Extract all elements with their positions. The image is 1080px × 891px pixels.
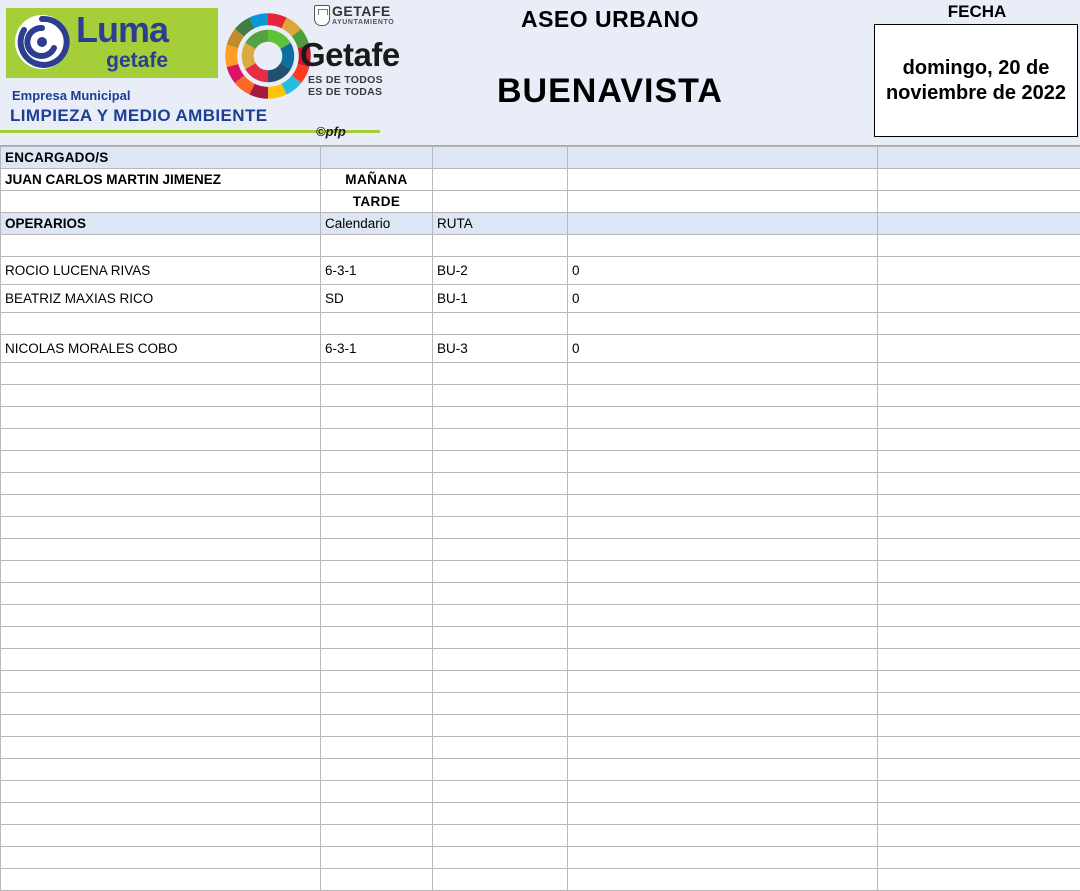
cell-nombre[interactable] [1,781,321,803]
cell-observaciones[interactable] [568,605,878,627]
ruta-header-cell: RUTA [433,213,568,235]
cell-nombre[interactable]: ROCIO LUCENA RIVAS [1,257,321,285]
calendario-header-cell: Calendario [321,213,433,235]
cell-ruta[interactable]: BU-3 [433,335,568,363]
cell-observaciones[interactable] [568,495,878,517]
cell-extra[interactable] [878,693,1080,715]
cell-observaciones[interactable] [568,407,878,429]
cell-observaciones[interactable] [568,363,878,385]
cell-extra[interactable] [878,737,1080,759]
cell-observaciones[interactable]: 0 [568,257,878,285]
cell-extra[interactable] [878,847,1080,869]
table-row [1,363,1080,385]
page-title: BUENAVISTA [390,72,830,111]
encargado-tarde-blank-2 [568,191,878,213]
cell-nombre[interactable] [1,737,321,759]
cell-calendario[interactable]: 6-3-1 [321,335,433,363]
table-row [1,451,1080,473]
cell-ruta[interactable] [433,473,568,495]
encargado-header-blank-1 [321,147,433,169]
cell-nombre[interactable] [1,869,321,891]
getafe-ayuntamiento-logo [222,2,387,127]
cell-ruta[interactable] [433,781,568,803]
limpieza-medio-ambiente-label: LIMPIEZA Y MEDIO AMBIENTE [10,106,267,126]
cell-calendario[interactable] [321,517,433,539]
cell-extra[interactable] [878,583,1080,605]
table-row [1,335,1080,363]
cell-extra[interactable] [878,649,1080,671]
table-row [1,313,1080,335]
cell-calendario[interactable] [321,825,433,847]
operarios-rows [1,235,1080,891]
cell-nombre[interactable] [1,539,321,561]
cell-calendario[interactable] [321,627,433,649]
cell-calendario[interactable] [321,781,433,803]
cell-extra[interactable] [878,285,1080,313]
cell-observaciones[interactable]: 0 [568,285,878,313]
encargado-manana-blank-3 [878,169,1080,191]
cell-calendario[interactable] [321,495,433,517]
es-de-todos-slogan [308,74,383,98]
cell-observaciones[interactable] [568,781,878,803]
cell-observaciones[interactable] [568,671,878,693]
cell-ruta[interactable] [433,693,568,715]
crest-name-label: GETAFE [332,4,391,19]
cell-calendario[interactable] [321,737,433,759]
cell-extra[interactable] [878,451,1080,473]
cell-ruta[interactable] [433,407,568,429]
table-row [1,671,1080,693]
encargado-header-blank-2 [433,147,568,169]
fecha-label: FECHA [874,2,1080,22]
cell-ruta[interactable] [433,649,568,671]
cell-ruta[interactable] [433,363,568,385]
encargado-header-blank-3 [568,147,878,169]
cell-nombre[interactable] [1,605,321,627]
cell-nombre[interactable] [1,385,321,407]
table-row [1,803,1080,825]
table-row [1,257,1080,285]
cell-calendario[interactable] [321,671,433,693]
cell-ruta[interactable] [433,429,568,451]
encargado-header-blank-4 [878,147,1080,169]
cell-calendario[interactable] [321,649,433,671]
cell-calendario[interactable] [321,407,433,429]
coat-of-arms-icon [314,4,394,36]
cell-calendario[interactable]: SD [321,285,433,313]
spiral-logo-icon [12,12,72,72]
table-row [1,715,1080,737]
cell-calendario[interactable] [321,429,433,451]
cell-observaciones[interactable] [568,561,878,583]
cell-ruta[interactable] [433,313,568,335]
encargado-header-cell: ENCARGADO/S [1,147,321,169]
cell-calendario[interactable] [321,473,433,495]
document-subtitle: ASEO URBANO [390,6,830,33]
table-row [1,605,1080,627]
table-row [1,473,1080,495]
cell-extra[interactable] [878,407,1080,429]
cell-observaciones[interactable] [568,235,878,257]
empresa-municipal-label: Empresa Municipal [12,88,130,103]
table-row [1,649,1080,671]
encargado-tarde-blank-3 [878,191,1080,213]
cell-nombre[interactable] [1,825,321,847]
cell-observaciones[interactable] [568,539,878,561]
fecha-value: domingo, 20 de noviembre de 2022 [874,24,1078,137]
cell-nombre[interactable] [1,561,321,583]
cell-ruta[interactable] [433,869,568,891]
luma-wordmark-sub: getafe [76,50,168,71]
cell-calendario[interactable]: 6-3-1 [321,257,433,285]
cell-extra[interactable] [878,473,1080,495]
cell-ruta[interactable]: BU-1 [433,285,568,313]
operarios-header-cell: OPERARIOS [1,213,321,235]
table-row-encargado-tarde [1,191,1080,213]
cell-ruta[interactable] [433,825,568,847]
table-row [1,627,1080,649]
cell-calendario[interactable] [321,451,433,473]
cell-observaciones[interactable] [568,649,878,671]
cell-extra[interactable] [878,715,1080,737]
table-row [1,847,1080,869]
cell-observaciones[interactable]: 0 [568,335,878,363]
cell-extra[interactable] [878,781,1080,803]
cell-nombre[interactable] [1,473,321,495]
cell-nombre[interactable] [1,627,321,649]
cell-nombre[interactable] [1,715,321,737]
cell-calendario[interactable] [321,847,433,869]
table-row [1,583,1080,605]
cell-extra[interactable] [878,429,1080,451]
cell-ruta[interactable] [433,495,568,517]
cell-observaciones[interactable] [568,693,878,715]
cell-observaciones[interactable] [568,451,878,473]
cell-observaciones[interactable] [568,869,878,891]
cell-observaciones[interactable] [568,583,878,605]
cell-ruta[interactable] [433,561,568,583]
cell-ruta[interactable] [433,759,568,781]
cell-nombre[interactable] [1,759,321,781]
cell-ruta[interactable] [433,583,568,605]
table-row [1,737,1080,759]
table-row [1,429,1080,451]
cell-extra[interactable] [878,627,1080,649]
cell-extra[interactable] [878,671,1080,693]
cell-extra[interactable] [878,803,1080,825]
cell-observaciones[interactable] [568,737,878,759]
table-row [1,539,1080,561]
cell-calendario[interactable] [321,869,433,891]
cell-extra[interactable] [878,561,1080,583]
table-row [1,759,1080,781]
cell-observaciones[interactable] [568,517,878,539]
slogan-line-2: ES DE TODAS [308,86,383,98]
cell-calendario[interactable] [321,759,433,781]
table-row-encargado-manana [1,169,1080,191]
cell-ruta[interactable] [433,235,568,257]
cell-observaciones[interactable] [568,715,878,737]
table-row [1,385,1080,407]
cell-ruta[interactable] [433,847,568,869]
cell-calendario[interactable] [321,313,433,335]
cell-nombre[interactable] [1,495,321,517]
cell-calendario[interactable] [321,605,433,627]
cell-ruta[interactable] [433,627,568,649]
cell-nombre[interactable] [1,407,321,429]
cell-calendario[interactable] [321,539,433,561]
luma-wordmark [76,12,168,71]
table-row [1,693,1080,715]
table-row [1,495,1080,517]
cell-extra[interactable] [878,363,1080,385]
cell-extra[interactable] [878,517,1080,539]
table-row [1,517,1080,539]
cell-extra[interactable] [878,235,1080,257]
slogan-line-1: ES DE TODOS [308,74,383,86]
cell-observaciones[interactable] [568,825,878,847]
turno-manana-cell: MAÑANA [321,169,433,191]
cell-ruta[interactable] [433,671,568,693]
table-row [1,407,1080,429]
cell-nombre[interactable] [1,583,321,605]
cell-ruta[interactable] [433,385,568,407]
table-row-encargado-header [1,147,1080,169]
cell-calendario[interactable] [321,235,433,257]
cell-calendario[interactable] [321,583,433,605]
cell-observaciones[interactable] [568,803,878,825]
cell-observaciones[interactable] [568,385,878,407]
cell-extra[interactable] [878,385,1080,407]
turno-tarde-cell: TARDE [321,191,433,213]
crest-sub-label: AYUNTAMIENTO [332,19,394,26]
cell-extra[interactable] [878,825,1080,847]
table-row-operarios-header [1,213,1080,235]
crest-shield-shape [314,5,330,26]
table-row [1,825,1080,847]
encargado-name-cell: JUAN CARLOS MARTIN JIMENEZ [1,169,321,191]
cell-extra[interactable] [878,335,1080,363]
cell-extra[interactable] [878,869,1080,891]
getafe-wordmark: Getafe [300,36,400,74]
table-row [1,869,1080,891]
cell-calendario[interactable] [321,715,433,737]
encargado-tarde-blank-0 [1,191,321,213]
sheet-header [0,0,1080,146]
cell-calendario[interactable] [321,693,433,715]
encargado-tarde-blank-1 [433,191,568,213]
cell-nombre[interactable] [1,313,321,335]
cell-extra[interactable] [878,539,1080,561]
cell-observaciones[interactable] [568,627,878,649]
cell-ruta[interactable] [433,715,568,737]
cell-observaciones[interactable] [568,847,878,869]
cell-observaciones[interactable] [568,759,878,781]
cell-ruta[interactable] [433,737,568,759]
cell-extra[interactable] [878,495,1080,517]
cell-ruta[interactable]: BU-2 [433,257,568,285]
cell-nombre[interactable] [1,847,321,869]
cell-observaciones[interactable] [568,473,878,495]
cell-extra[interactable] [878,257,1080,285]
cell-nombre[interactable] [1,671,321,693]
operarios-header-blank-2 [878,213,1080,235]
cell-calendario[interactable] [321,803,433,825]
cell-nombre[interactable] [1,451,321,473]
cell-ruta[interactable] [433,605,568,627]
cell-nombre[interactable] [1,429,321,451]
staff-table [0,146,1080,891]
cell-nombre[interactable] [1,693,321,715]
cell-extra[interactable] [878,605,1080,627]
cell-nombre[interactable]: NICOLAS MORALES COBO [1,335,321,363]
cell-calendario[interactable] [321,363,433,385]
cell-observaciones[interactable] [568,429,878,451]
encargado-manana-blank-1 [433,169,568,191]
operarios-header-blank-1 [568,213,878,235]
cell-nombre[interactable] [1,803,321,825]
table-row [1,235,1080,257]
cell-nombre[interactable]: BEATRIZ MAXIAS RICO [1,285,321,313]
table-row [1,285,1080,313]
cell-nombre[interactable] [1,649,321,671]
cell-nombre[interactable] [1,517,321,539]
cell-nombre[interactable] [1,363,321,385]
encargado-manana-blank-2 [568,169,878,191]
cell-calendario[interactable] [321,385,433,407]
cell-extra[interactable] [878,759,1080,781]
cell-extra[interactable] [878,313,1080,335]
cell-calendario[interactable] [321,561,433,583]
credit-label: ©pfp [316,124,346,139]
luma-wordmark-main: Luma [76,12,168,48]
cell-observaciones[interactable] [568,313,878,335]
cell-ruta[interactable] [433,803,568,825]
table-row [1,561,1080,583]
cell-nombre[interactable] [1,235,321,257]
cell-ruta[interactable] [433,451,568,473]
table-row [1,781,1080,803]
cell-ruta[interactable] [433,539,568,561]
cell-ruta[interactable] [433,517,568,539]
